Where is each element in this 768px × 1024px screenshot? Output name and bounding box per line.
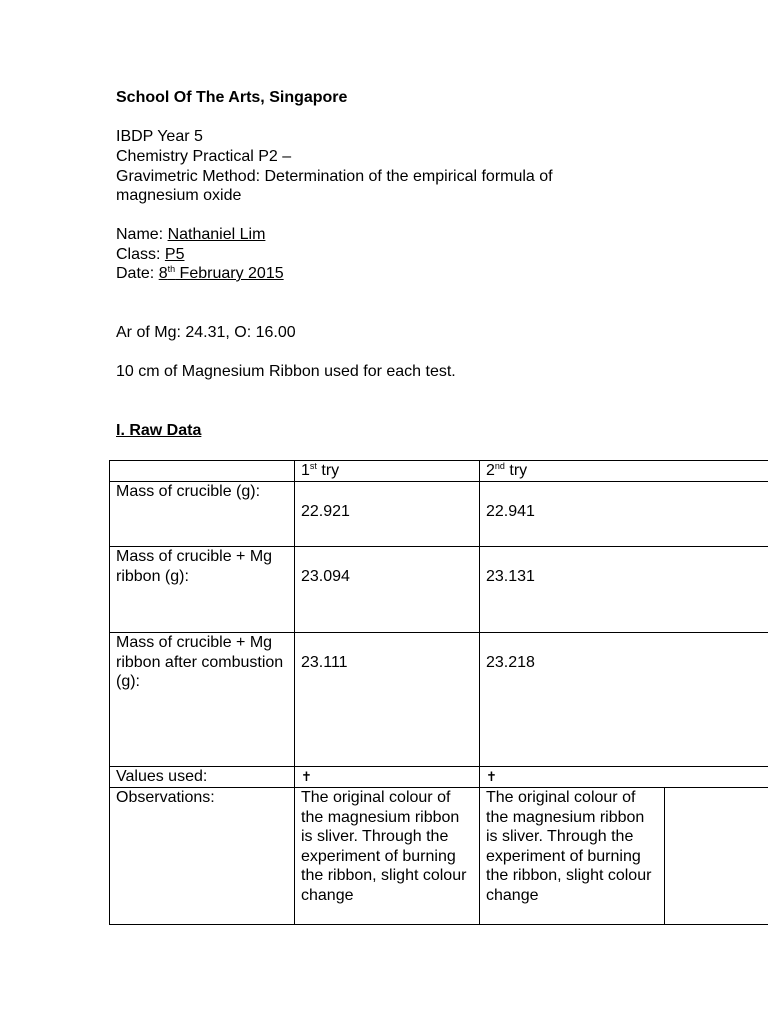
row-value-try2: [480, 547, 768, 633]
ar-line: Ar of Mg: 24.31, O: 16.00: [116, 324, 296, 341]
school-title: School Of The Arts, Singapore: [116, 89, 348, 106]
row-value-try1: [295, 633, 480, 767]
table-row: [110, 547, 768, 633]
header-first-try: [295, 461, 480, 482]
header-empty-cell: [110, 461, 295, 482]
class-line: [116, 245, 184, 265]
second-try-sup: nd: [494, 461, 505, 471]
table-header-row: [110, 461, 768, 482]
first-try-sup: st: [309, 461, 317, 471]
row-value-try2: [480, 482, 768, 547]
name-value: Nathaniel Lim: [167, 226, 266, 243]
row-value-try2: [480, 788, 768, 925]
first-try-rest: try: [316, 462, 340, 479]
table-row: [110, 482, 768, 547]
class-value: P5: [164, 246, 185, 263]
cell-text: 23.111: [301, 654, 348, 671]
date-line: [116, 264, 284, 284]
method-line-2: magnesium oxide: [116, 187, 242, 204]
row-value-try1: [295, 482, 480, 547]
cell-text: 22.921: [301, 503, 350, 520]
row-value-try2: [480, 767, 768, 788]
row-label: Values used:: [110, 767, 295, 788]
cell-text: The original colour of the magnesium ribbon is sliver. Through the experiment of burning the ribbon, slight colour change: [486, 789, 652, 904]
row-value-try1: [295, 767, 480, 788]
ribbon-line: 10 cm of Magnesium Ribbon used for each test.: [116, 363, 456, 380]
header-second-try: [480, 461, 768, 482]
row-label: Observations:: [110, 788, 295, 925]
row-value-try1: [295, 547, 480, 633]
practical-line: Chemistry Practical P2 –: [116, 148, 292, 165]
name-label: Name:: [116, 226, 168, 243]
table-row: [110, 767, 768, 788]
cell-text: 23.218: [486, 654, 535, 671]
second-try-rest: try: [504, 462, 528, 479]
row-label: Mass of crucible + Mg ribbon after combustion (g):: [110, 633, 295, 767]
cell-text: 22.941: [486, 503, 535, 520]
row-value-try1: [295, 788, 480, 925]
row-label: Mass of crucible (g):: [110, 482, 295, 547]
obs-inner: [486, 788, 768, 924]
row-label: Mass of crucible + Mg ribbon (g):: [110, 547, 295, 633]
raw-data-heading: I. Raw Data: [116, 422, 202, 439]
dagger-icon: ✝: [301, 769, 312, 784]
date-suffix: th: [167, 264, 176, 274]
method-line-1: Gravimetric Method: Determination of the empirical formula of: [116, 168, 553, 185]
cell-text: The original colour of the magnesium ribbon is sliver. Through the experiment of burning the ribbon, slight colour change: [301, 789, 467, 904]
date-label: Date:: [116, 265, 159, 282]
cell-text: 23.094: [301, 568, 350, 585]
year-line: IBDP Year 5: [116, 128, 203, 145]
raw-data-table: [109, 460, 768, 925]
inner-blank-cell: [664, 788, 768, 924]
date-value: [159, 265, 284, 282]
first-try-num: 1: [301, 462, 310, 479]
dagger-icon: ✝: [486, 769, 497, 784]
table-row: [110, 788, 768, 925]
date-day: 8: [158, 265, 168, 282]
second-try-num: 2: [486, 462, 495, 479]
class-label: Class:: [116, 246, 165, 263]
row-value-try2: [480, 633, 768, 767]
table-row: [110, 633, 768, 767]
cell-text: 23.131: [486, 568, 535, 585]
date-rest: February 2015: [175, 265, 284, 282]
name-line: [116, 225, 265, 245]
